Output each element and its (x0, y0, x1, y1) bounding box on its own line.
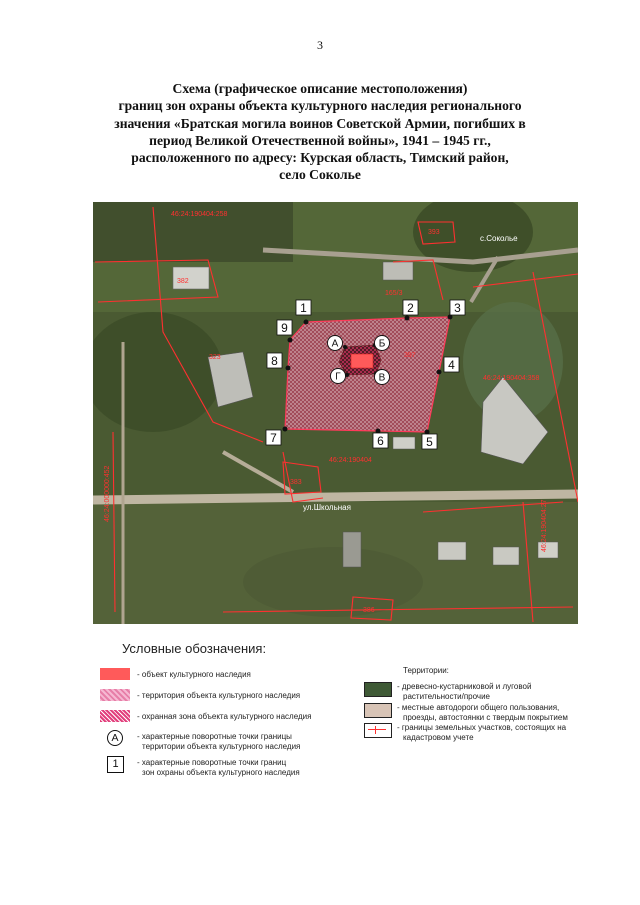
title-line-1: Схема (графическое описание местоположения) (172, 81, 468, 96)
parcel-label: 393 (428, 229, 440, 236)
legend-zone-points-line1: - характерные поворотные точки границ (137, 758, 287, 767)
zone-point-5-label: 5 (426, 435, 433, 449)
zone-point-8-label: 8 (271, 354, 278, 368)
village-label: с.Соколье (480, 234, 518, 243)
legend-parcels-line2: кадастровом учете (403, 733, 474, 742)
legend-zone-points-line2: зон охраны объекта культурного наследия (142, 768, 300, 777)
street-label: ул.Школьная (303, 503, 351, 512)
legend-vegetation-line1: - древесно-кустарниковой и луговой (397, 682, 532, 691)
zone-point-7-label: 7 (270, 431, 277, 445)
territory-point-b-label: Б (378, 338, 386, 350)
legend-territories-title: Территории: (403, 666, 449, 675)
building (493, 547, 519, 565)
parcel-label: 386 (363, 607, 375, 614)
legend-territory-points-line2: территории объекта культурного наследия (142, 742, 301, 751)
zone-point-6-label: 6 (377, 434, 384, 448)
title-line-3: значения «Братская могила воинов Советской Армии, погибших в (114, 115, 526, 131)
satellite-map[interactable] (93, 202, 578, 624)
zone-point-2-label: 2 (407, 301, 414, 315)
legend-roads-line2: проезды, автостоянки с твердым покрытием (403, 713, 568, 722)
legend-parcels-swatch (364, 723, 392, 738)
legend-object-label: - объект культурного наследия (137, 670, 251, 679)
zone-point-3-label: 3 (454, 301, 461, 315)
zone-point-9-label: 9 (281, 321, 288, 335)
territory-point-g-label: Г (335, 371, 341, 383)
title-line-2: границ зон охраны объекта культурного наследия регионального (118, 98, 522, 114)
building (383, 262, 413, 280)
legend-roads-swatch (364, 703, 392, 718)
title-line-5: расположенного по адресу: Курская область, Тимский район, (131, 150, 509, 166)
legend-territory-label: - территория объекта культурного наследия (137, 691, 301, 700)
legend-letter-marker-icon: А (107, 730, 123, 746)
cadastral-label-center: 46:24:190404 (329, 457, 372, 464)
legend-title: Условные обозначения: (122, 641, 267, 656)
title-line-6: село Соколье (279, 167, 361, 183)
legend-vegetation-line2: растительности/прочие (403, 692, 490, 701)
cadastral-label-right: 46:24:190404:358 (483, 375, 540, 382)
heritage-object[interactable] (351, 354, 373, 368)
parcel-label: 383 (290, 479, 302, 486)
page-title (60, 80, 580, 184)
territory-point-v-label: В (378, 372, 386, 384)
cadastral-label-top-left: 46:24:190404:258 (171, 211, 228, 218)
parcel-label: 323 (209, 354, 221, 361)
legend-object-swatch (100, 668, 130, 680)
building (438, 542, 466, 560)
cadastral-label-right-vertical: 46:24:190404:27 (541, 499, 548, 552)
page-number: 3 (317, 38, 323, 52)
legend-territory-swatch (100, 689, 130, 701)
legend-vegetation-swatch (364, 682, 392, 697)
legend-number-marker-icon: 1 (107, 756, 124, 773)
cadastral-label-left: 46:24:000000:452 (104, 465, 111, 522)
parcel-label: 165/3 (385, 290, 403, 297)
territory-point-a-label: А (331, 338, 339, 350)
legend-roads-line1: - местные автодороги общего пользования, (397, 703, 560, 712)
title-line-4: период Великой Отечественной войны», 1941 – 1945 гг., (149, 132, 491, 148)
road-shkolnaya (93, 494, 578, 500)
zone-point-4-label: 4 (448, 358, 455, 372)
legend-parcels-line1: - границы земельных участков, состоящих на (397, 723, 567, 732)
parcel-label: 397 (404, 352, 416, 359)
legend-territory-points-line1: - характерные поворотные точки границы (137, 732, 292, 741)
zone-point-1-label: 1 (300, 301, 307, 315)
parcel-label: 382 (177, 278, 189, 285)
legend-zone-swatch (100, 710, 130, 722)
legend-zone-label: - охранная зона объекта культурного наследия (137, 712, 312, 721)
